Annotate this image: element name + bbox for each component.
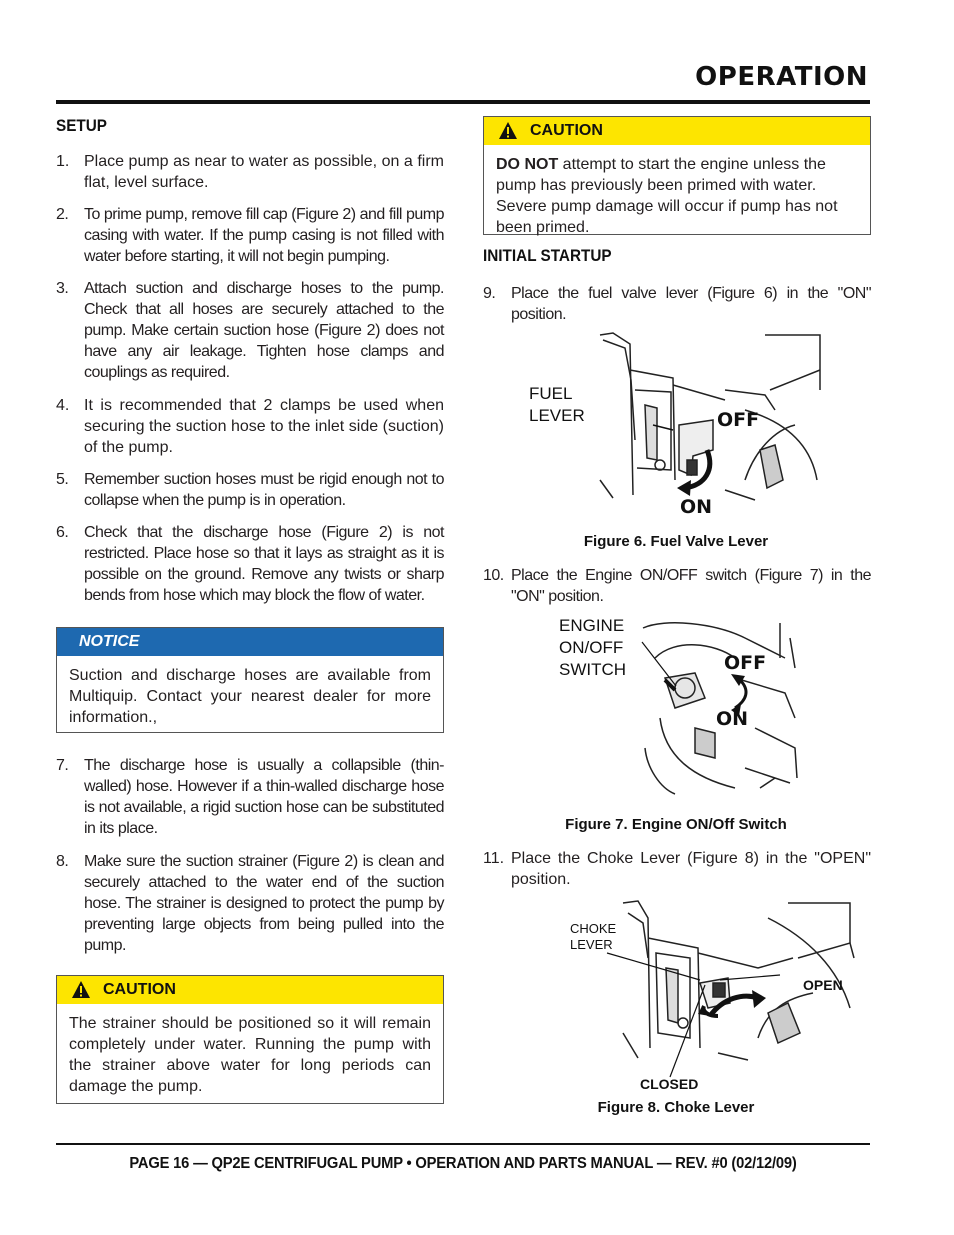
item-number: 7. <box>56 757 69 774</box>
fuel-on-tag: ON <box>680 496 713 518</box>
caution-label: CAUTION <box>530 122 603 139</box>
list-item <box>483 848 871 890</box>
item-text: The discharge hose is usually a collapsible (thin-walled) hose. However if a thin-walled discharge hose is not available, a rigid suction hose can be substituted in its place. <box>84 757 444 837</box>
list-item <box>56 851 444 956</box>
item-text: Check that the discharge hose (Figure 2) is not restricted. Place hose so that it lays as straight as it is possible on the ground. Remove any twists or sharp bends from hose which may block the flow of water. <box>84 524 444 604</box>
list-item <box>483 565 871 607</box>
engine-switch-label-line3: SWITCH <box>559 660 627 679</box>
initial-startup-heading: INITIAL STARTUP <box>483 246 612 265</box>
caution-header <box>57 976 443 1004</box>
item-number: 1. <box>56 153 70 170</box>
page-title: OPERATION <box>695 62 868 92</box>
engine-off-tag: OFF <box>724 652 767 674</box>
item-number: 10. <box>483 567 504 584</box>
list-item <box>56 278 444 383</box>
notice-box <box>56 627 444 733</box>
choke-lever-label-line2: LEVER <box>570 937 613 952</box>
choke-open-tag: OPEN <box>803 977 843 993</box>
item-number: 4. <box>56 397 70 414</box>
item-number: 2. <box>56 206 69 223</box>
list-item <box>483 283 871 325</box>
item-number: 11. <box>483 850 505 867</box>
figure6-caption: Figure 6. Fuel Valve Lever <box>583 533 769 550</box>
item-text: Remember suction hoses must be rigid enough not to collapse when the pump is in operation. <box>84 471 444 509</box>
item-text: It is recommended that 2 clamps be used when securing the suction hose to the inlet side (suction) of the pump. <box>84 397 444 456</box>
page-footer: PAGE 16 — QP2E CENTRIFUGAL PUMP • OPERATION AND PARTS MANUAL — REV. #0 (02/12/09) <box>129 1155 797 1172</box>
engine-switch-label-line2: ON/OFF <box>559 638 624 657</box>
setup-heading: SETUP <box>56 116 108 135</box>
item-text: To prime pump, remove fill cap (Figure 2) and fill pump casing with water. If the pump casing is not filled with water before starting, it will not begin pumping. <box>84 206 444 265</box>
list-item <box>56 522 444 606</box>
item-text: Place the Choke Lever (Figure 8) in the "OPEN" position. <box>511 850 871 888</box>
list-item <box>56 395 444 458</box>
warning-icon <box>498 121 518 140</box>
footer-rule <box>56 1143 870 1145</box>
fuel-off-tag: OFF <box>717 409 760 431</box>
fuel-valve-illustration <box>595 330 825 502</box>
figure7-caption: Figure 7. Engine ON/Off Switch <box>565 816 787 833</box>
notice-text: Suction and discharge hoses are available from Multiquip. Contact your nearest dealer for more information., <box>69 667 431 726</box>
item-text: Attach suction and discharge hoses to the pump. Check that all hoses are securely attached to the pump. Make certain suction hose (Figure 2) does not have any air leakage. Tighten hose clamps and couplings as required. <box>84 280 444 381</box>
caution-text <box>484 145 870 248</box>
choke-lever-label-line1: CHOKE <box>570 921 617 936</box>
choke-leader-lines <box>605 945 785 1085</box>
figure8-caption: Figure 8. Choke Lever <box>597 1099 755 1116</box>
caution-emphasis: DO NOT <box>496 156 559 173</box>
item-number: 8. <box>56 853 69 870</box>
item-text: Place the fuel valve lever (Figure 6) in the "ON" position. <box>511 285 871 323</box>
notice-label: NOTICE <box>57 628 443 656</box>
item-number: 5. <box>56 471 69 488</box>
engine-switch-leader <box>640 640 680 690</box>
engine-switch-label-line1: ENGINE <box>559 616 625 635</box>
caution-text: The strainer should be positioned so it will remain completely under water. Running the pump with the strainer above water for long periods can damage the pump. <box>69 1015 431 1095</box>
caution-box-startup <box>483 116 871 235</box>
list-item <box>56 469 444 511</box>
item-text: Place the Engine ON/OFF switch (Figure 7) in the "ON" position. <box>511 567 871 605</box>
fuel-lever-label-line2: LEVER <box>529 406 585 425</box>
caution-body: attempt to start the engine unless the pump has previously been primed with water. Severe pump damage will occur if pump has not been primed. <box>496 156 838 236</box>
warning-icon <box>71 980 91 999</box>
fuel-lever-label-line1: FUEL <box>529 384 573 403</box>
list-item <box>56 151 444 193</box>
list-item <box>56 204 444 267</box>
item-number: 9. <box>483 285 496 302</box>
engine-on-tag: ON <box>716 708 749 730</box>
caution-label: CAUTION <box>103 981 176 998</box>
item-number: 6. <box>56 524 69 541</box>
caution-header <box>484 117 870 145</box>
item-text: Place pump as near to water as possible, on a firm flat, level surface. <box>84 153 444 191</box>
list-item <box>56 755 444 839</box>
caution-box <box>56 975 444 1104</box>
item-number: 3. <box>56 280 69 297</box>
item-text: Make sure the suction strainer (Figure 2) is clean and securely attached to the water end of the suction hose. The strainer is designed to protect the pump by preventing large objects from being pulled into the pump. <box>84 853 444 954</box>
header-rule <box>56 100 870 104</box>
choke-closed-tag: CLOSED <box>640 1076 699 1092</box>
